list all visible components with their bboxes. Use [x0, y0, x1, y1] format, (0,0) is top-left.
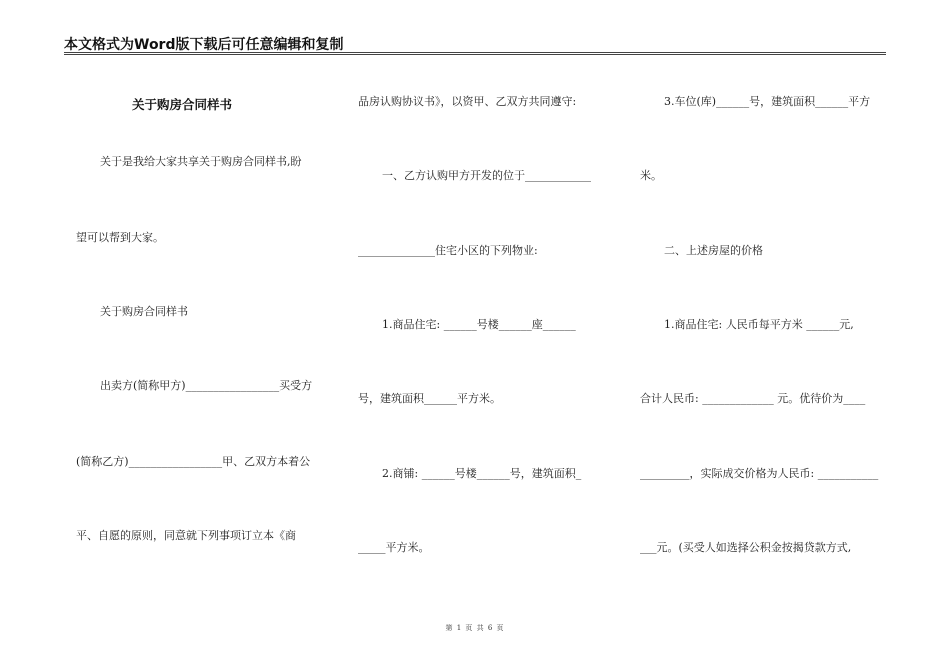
- paragraph-line: 2.商铺: ______号楼______号，建筑面积_: [382, 467, 582, 480]
- paragraph-line: 一、乙方认购甲方开发的位于____________: [382, 169, 591, 182]
- paragraph-line: _____平方米。: [358, 541, 430, 554]
- page-number: 第 1 页 共 6 页: [445, 624, 505, 632]
- paragraph-line: 品房认购协议书》，以资甲、乙双方共同遵守:: [358, 95, 577, 108]
- paragraph-line: 1.商品住宅: ______号楼______座______: [382, 318, 576, 331]
- paragraph-line: 望可以帮到大家。: [76, 231, 164, 244]
- document-header: 本文格式为Word版下载后可任意编辑和复制: [64, 37, 344, 53]
- paragraph-line: 出卖方(简称甲方)_________________买受方: [100, 379, 313, 392]
- paragraph-line: 平、自愿的原则，同意就下列事项订立本《商: [76, 529, 296, 542]
- paragraph-line: ___元。(买受人如选择公积金按揭贷款方式,: [640, 541, 852, 554]
- paragraph-line: 1.商品住宅: 人民币每平方米 ______元,: [664, 318, 854, 331]
- paragraph-line: 米。: [640, 169, 662, 182]
- paragraph-line: 合计人民币: _____________ 元。优待价为____: [640, 392, 866, 405]
- paragraph-line: _________，实际成交价格为人民币: ___________: [640, 467, 879, 480]
- paragraph-line: 号，建筑面积______平方米。: [358, 392, 501, 405]
- paragraph-line: ______________住宅小区的下列物业:: [358, 244, 538, 257]
- paragraph-line: 3.车位(库)______号，建筑面积______平方: [664, 95, 871, 108]
- paragraph-line: 关于购房合同样书: [100, 305, 188, 318]
- paragraph-line: 关于是我给大家共享关于购房合同样书,盼: [100, 155, 302, 168]
- header-divider: [64, 52, 886, 55]
- paragraph-line: 二、上述房屋的价格: [664, 244, 763, 257]
- document-title: 关于购房合同样书: [132, 97, 233, 112]
- paragraph-line: (简称乙方)_________________甲、乙双方本着公: [76, 455, 311, 468]
